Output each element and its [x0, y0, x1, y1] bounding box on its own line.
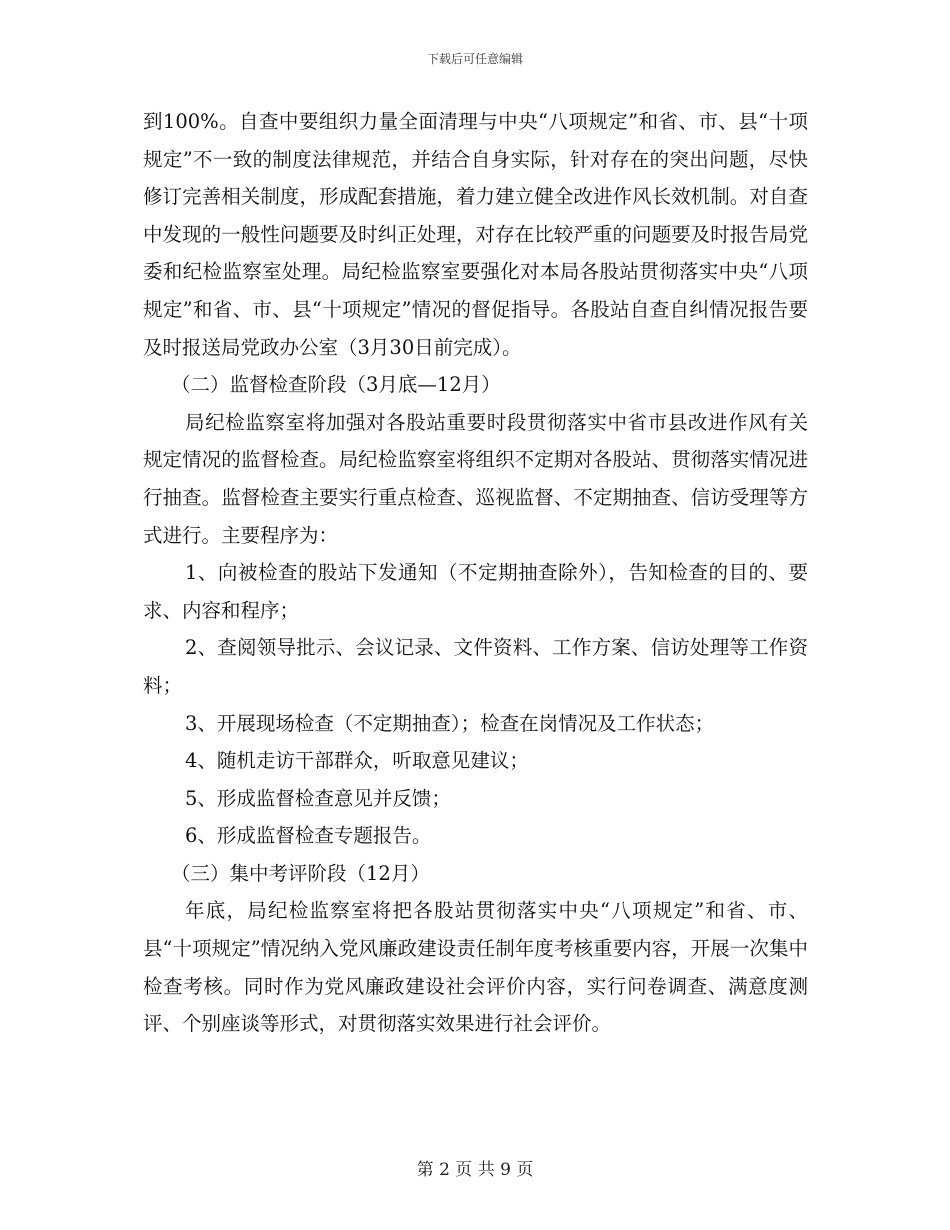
section-heading-evaluation: （三）集中考评阶段（12月） — [171, 861, 430, 885]
page-header: 下载后可任意编辑 — [426, 52, 523, 66]
paragraph-evaluation: 年底，局纪检监察室将把各股站贯彻落实中央“八项规定”和省、市、县“十项规定”情况纳入党风廉政建设责任制年度考核重要内容，开展一次集中检查考核。同时作为党风廉政建设社会评价内容，实行问卷调查、满意度测评、个别座谈等形式，对贯彻落实效果进行社会评价。 — [143, 899, 808, 1036]
list-item-procedure-4: 4、随机走访干部群众，听取意见建议； — [185, 749, 529, 773]
section-heading-supervision: （二）监督检查阶段（3月底—12月） — [171, 373, 501, 397]
list-item-procedure-2: 2、查阅领导批示、会议记录、文件资料、工作方案、信访处理等工作资料； — [143, 636, 808, 697]
paragraph-supervision-intro: 局纪检监察室将加强对各股站重要时段贯彻落实中省市县改进作风有关规定情况的监督检查。局纪检监察室将组织不定期对各股站、贯彻落实情况进行抽查。监督检查主要实行重点检查、巡视监督、不定期抽查、信访受理等方式进行。主要程序为： — [143, 410, 808, 547]
paragraph-self-check-continuation: 到100%。自查中要组织力量全面清理与中央“八项规定”和省、市、县“十项规定”不一致的制度法律规范，并结合自身实际，针对存在的突出问题，尽快修订完善相关制度，形成配套措施，着力建立健全改进作风长效机制。对自查中发现的一般性问题要及时纠正处理，对存在比较严重的问题要及时报告局党委和纪检监察室处理。局纪检监察室要强化对本局各股站贯彻落实中央“八项规定”和省、市、县“十项规定”情况的督促指导。各股站自查自纠情况报告要及时报送局党政办公室（3月30日前完成）。 — [143, 110, 808, 359]
list-item-procedure-1: 1、向被检查的股站下发通知（不定期抽查除外），告知检查的目的、要求、内容和程序； — [143, 561, 808, 622]
list-item-procedure-3: 3、开展现场检查（不定期抽查）；检查在岗情况及工作状态； — [185, 711, 715, 735]
document-body — [143, 103, 808, 1043]
list-item-procedure-6: 6、形成监督检查专题报告。 — [185, 824, 432, 848]
page-footer-pagination: 第 2 页 共 9 页 — [416, 1160, 534, 1180]
list-item-procedure-5: 5、形成监督检查意见并反馈； — [185, 786, 451, 810]
